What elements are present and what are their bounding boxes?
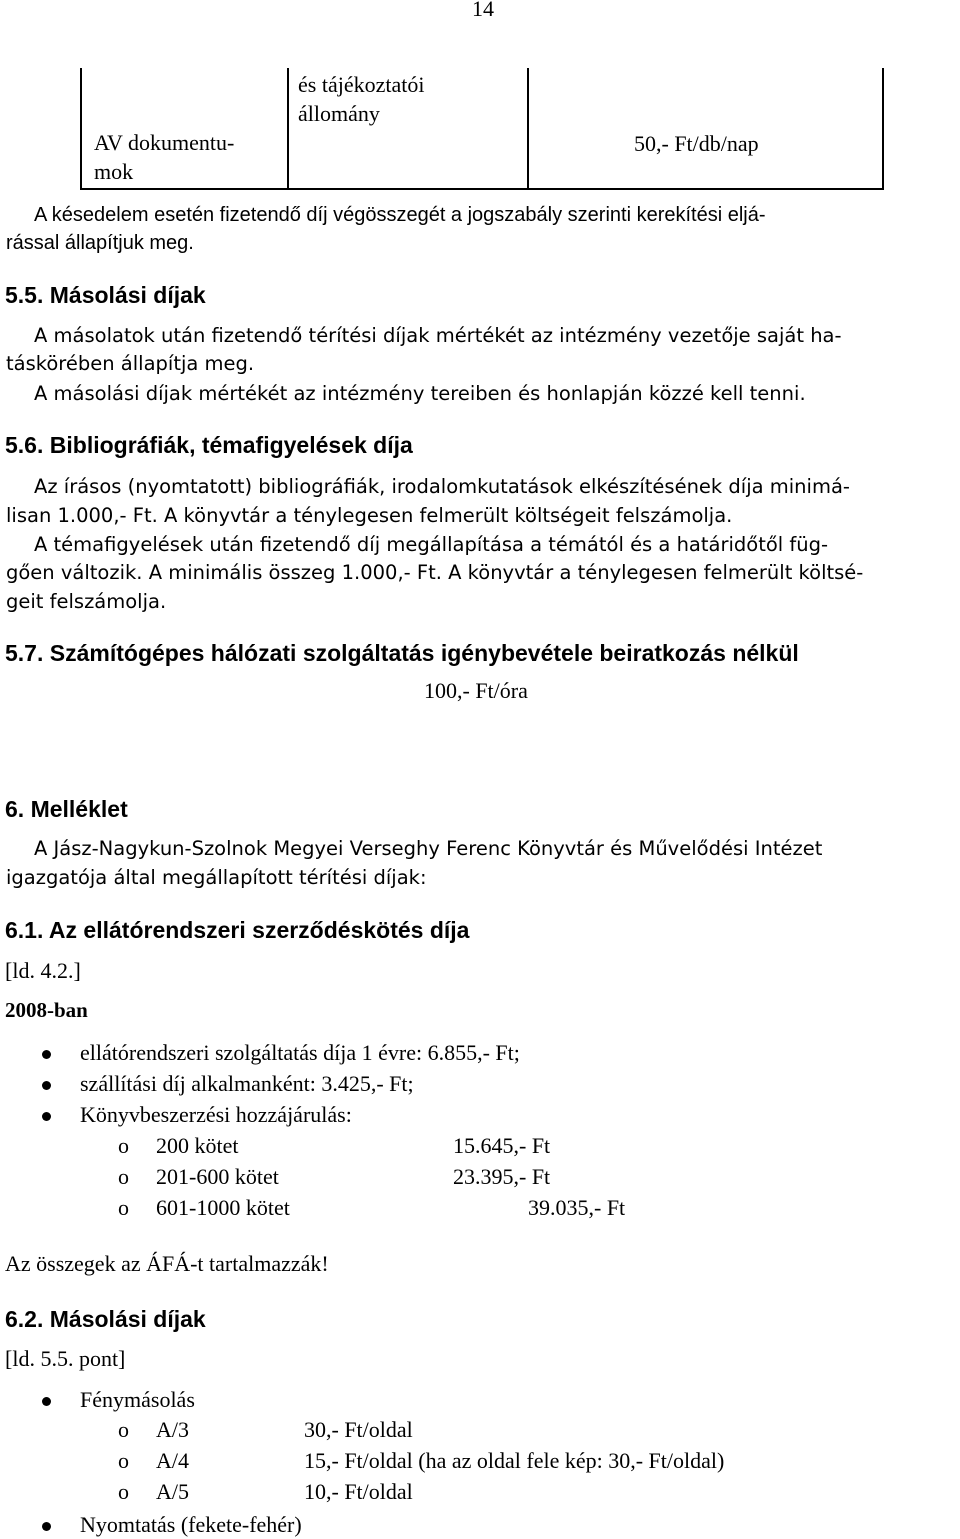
s55-line2: táskörében állapítja meg. (6, 352, 255, 375)
section-title: Másolási díjak (49, 1306, 206, 1332)
s61-bullet-1: ellátórendszeri szolgáltatás díja 1 évre: 6.855,- Ft; (80, 1040, 520, 1065)
bullet-icon (42, 1112, 51, 1121)
table-border-right (882, 68, 884, 189)
table-border-col2 (287, 68, 289, 189)
table-cell-doc-line1: AV dokumentu- (94, 130, 235, 155)
sub-bullet-icon: o (118, 1417, 129, 1442)
bullet-icon (42, 1050, 51, 1059)
s61-sub-2-label: 201-600 kötet (156, 1164, 279, 1189)
s56-line1: Az írásos (nyomtatott) bibliográfiák, irodalomkutatások elkészítésének díja minimá- (34, 475, 850, 498)
s56-line3: A témafigyelések után fizetendő díj megállapítása a témától és a határidőtől füg- (34, 533, 829, 556)
s61-sub-1-label: 200 kötet (156, 1133, 239, 1158)
section-title: Melléklet (30, 796, 128, 822)
s61-bullet-2: szállítási díj alkalmanként: 3.425,- Ft; (80, 1071, 414, 1096)
s61-sub-1-price: 15.645,- Ft (453, 1133, 551, 1158)
sub-bullet-icon: o (118, 1479, 129, 1504)
s61-sub-3-price: 39.035,- Ft (528, 1195, 626, 1220)
table-border-bottom (80, 188, 884, 190)
s62-bullet-1: Fénymásolás (80, 1387, 195, 1412)
table-border-col3 (527, 68, 529, 189)
s56-line5: geit felszámolja. (6, 590, 167, 613)
section-title: Számítógépes hálózati szolgáltatás igénybevétele beiratkozás nélkül (49, 640, 799, 666)
s61-ref: [ld. 4.2.] (5, 958, 81, 983)
s61-bullet-3: Könyvbeszerzési hozzájárulás: (80, 1102, 352, 1127)
rounding-note-line2: rással állapítjuk meg. (6, 232, 194, 254)
s62-bullet-2: Nyomtatás (fekete-fehér) (80, 1512, 302, 1537)
table-cell-doc-line2: mok (94, 159, 134, 184)
section-title: Másolási díjak (49, 282, 206, 308)
bullet-icon (42, 1397, 51, 1406)
sub-bullet-icon: o (118, 1195, 129, 1220)
section-number: 6. (5, 796, 25, 822)
section-title: Bibliográfiák, témafigyelések díja (49, 432, 413, 458)
bullet-icon (42, 1081, 51, 1090)
sub-bullet-icon: o (118, 1448, 129, 1473)
vat-note: Az összegek az ÁFÁ-t tartalmazzák! (5, 1251, 329, 1276)
table-cell-fee: 50,- Ft/db/nap (634, 131, 759, 156)
sub-bullet-icon: o (118, 1164, 129, 1189)
s57-price: 100,- Ft/óra (424, 678, 528, 703)
section-6-heading (5, 796, 128, 823)
section-number: 6.1. (5, 917, 44, 943)
section-number: 6.2. (5, 1306, 44, 1332)
s62-sub-1-label: A/3 (156, 1417, 189, 1442)
section-number: 5.5. (5, 282, 44, 308)
s56-line4: gően változik. A minimális összeg 1.000,- Ft. A könyvtár a ténylegesen felmerült költsé- (6, 561, 864, 584)
section-5-6-heading (5, 432, 413, 459)
section-title: Az ellátórendszeri szerződéskötés díja (48, 917, 470, 943)
page-number: 14 (472, 0, 494, 21)
table-cell-type-line2: állomány (298, 101, 380, 126)
s62-ref: [ld. 5.5. pont] (5, 1346, 126, 1371)
table-cell-type-line1: és tájékoztatói (298, 72, 425, 97)
section-6-1-heading (5, 917, 469, 944)
s61-sub-3-label: 601-1000 kötet (156, 1195, 290, 1220)
s61-year: 2008-ban (5, 998, 88, 1022)
s62-sub-3-price: 10,- Ft/oldal (304, 1479, 413, 1504)
section-5-5-heading (5, 282, 206, 309)
s62-sub-2-label: A/4 (156, 1448, 189, 1473)
section-number: 5.6. (5, 432, 44, 458)
s6-line1: A Jász-Nagykun-Szolnok Megyei Verseghy Ferenc Könyvtár és Művelődési Intézet (34, 837, 823, 860)
table-border-left (80, 68, 82, 189)
section-5-7-heading (5, 640, 799, 667)
s55-line1: A másolatok után fizetendő térítési díjak mértékét az intézmény vezetője saját ha- (34, 324, 842, 347)
s62-sub-2-price: 15,- Ft/oldal (ha az oldal fele kép: 30,- Ft/oldal) (304, 1448, 725, 1473)
section-6-2-heading (5, 1306, 206, 1333)
s55-line3: A másolási díjak mértékét az intézmény tereiben és honlapján közzé kell tenni. (34, 382, 806, 405)
s6-line2: igazgatója által megállapított térítési díjak: (6, 866, 427, 889)
s61-sub-2-price: 23.395,- Ft (453, 1164, 551, 1189)
bullet-icon (42, 1522, 51, 1531)
rounding-note-line1: A késedelem esetén fizetendő díj végösszegét a jogszabály szerinti kerekítési eljá- (34, 204, 766, 226)
s62-sub-1-price: 30,- Ft/oldal (304, 1417, 413, 1442)
sub-bullet-icon: o (118, 1133, 129, 1158)
s56-line2: lisan 1.000,- Ft. A könyvtár a ténylegesen felmerült költségeit felszámolja. (6, 504, 733, 527)
s62-sub-3-label: A/5 (156, 1479, 189, 1504)
section-number: 5.7. (5, 640, 44, 666)
